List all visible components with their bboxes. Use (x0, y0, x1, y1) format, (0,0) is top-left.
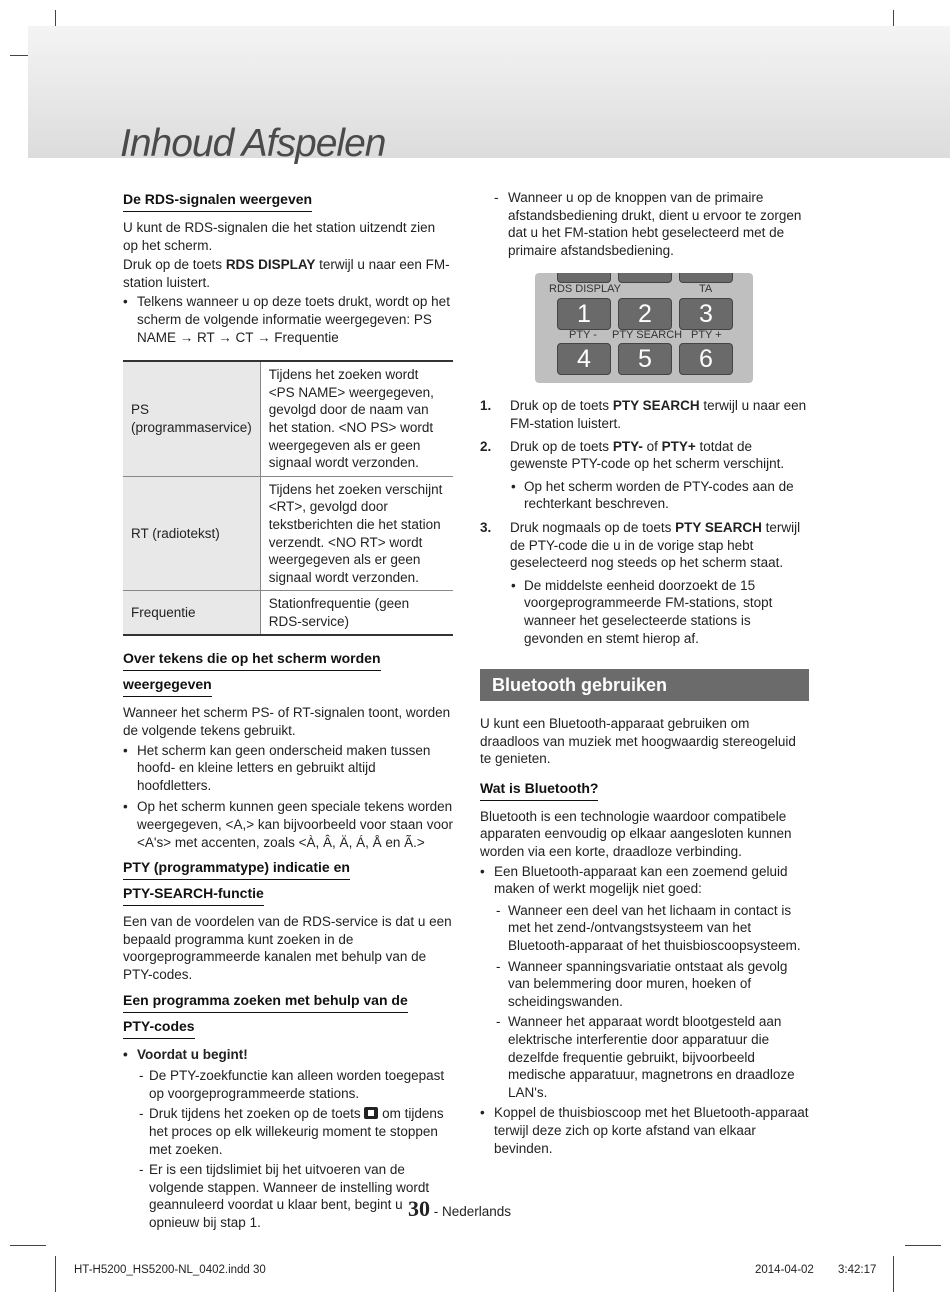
bluetooth-bullet-2: • Koppel de thuisbioscoop met het Bluetooth-apparaat terwijl deze zich op korte afstand van elkaar bevinden. (480, 1104, 810, 1157)
pty-plus-label: PTY + (691, 329, 722, 342)
remote-key-top (618, 273, 672, 283)
zoeken-heading-block (123, 990, 453, 1042)
tekens-heading-line1: Over tekens die op het scherm worden (123, 648, 381, 671)
bluetooth-dash-2: - Wanneer spanningsvariatie ontstaat als gevolg van belemmering door muren, hoeken of scheidingswanden. (496, 958, 788, 1009)
step-2-bullet: • Op het scherm worden de PTY-codes aan de rechterkant beschreven. (480, 478, 810, 513)
table-value: Tijdens het zoeken verschijnt <RT>, gevolgd door tekstberichten die het station verzendt. <NO RT> wordt weergegeven als er geen signaal wordt verzonden. (260, 476, 453, 591)
step-text: Druk nogmaals op de toets (510, 519, 676, 535)
step-text: of (642, 438, 662, 454)
pty-heading-block (123, 857, 453, 909)
rds-display-label: RDS DISPLAY (549, 283, 621, 296)
table-key: RT (radiotekst) (123, 476, 260, 591)
pty-search-label: PTY SEARCH (612, 329, 683, 342)
left-column (123, 189, 453, 1235)
remote-key-top (557, 273, 611, 283)
zoeken-dash-2: - Druk tijdens het zoeken op de toets om tijdens het proces op elk willekeurig moment te stoppen met zoeken. (139, 1106, 444, 1157)
page-title: Inhoud Afspelen (120, 122, 386, 165)
table-row (123, 476, 453, 591)
step-number: 2. (480, 438, 492, 454)
remote-key-6: 6 (679, 343, 733, 375)
pty-heading-line2: PTY-SEARCH-functie (123, 883, 264, 906)
rds-bullet: • Telkens wanneer u op deze toets drukt, wordt op het scherm de volgende informatie weergegeven: PS NAME → RT → CT → Frequentie (123, 293, 453, 346)
zoeken-heading-line2: PTY-codes (123, 1016, 195, 1039)
bluetooth-dash-1-text: Wanneer een deel van het lichaam in contact is met het zend-/ontvangstsysteem van het Bluetooth-apparaat of het thuisbioscoopsysteem. (508, 902, 801, 954)
bluetooth-dash-3: - Wanneer het apparaat wordt blootgesteld aan elektrische interferentie door apparatuur die dezelfde frequentie gebruikt, bijvoorbeeld medische apparatuur, magnetrons en draadloze LAN's. (496, 1014, 795, 1100)
footer-time: 3:42:17 (838, 1264, 877, 1276)
page-number: 30 (408, 1196, 430, 1221)
footer-date: 2014-04-02 (755, 1264, 814, 1276)
table-key: PS (programmaservice) (123, 361, 260, 476)
step-text: Druk op de toets (510, 438, 613, 454)
stop-icon (364, 1107, 378, 1119)
bluetooth-bullet-1: • Een Bluetooth-apparaat kan een zoemend geluid maken of werkt mogelijk niet goed: (480, 863, 810, 898)
zoeken-dash-1: - De PTY-zoekfunctie kan alleen worden toegepast op voorgeprogrammeerde stations. (139, 1068, 445, 1101)
tekens-bullet-1: • Het scherm kan geen onderscheid maken tussen hoofd- en kleine letters en gebruikt altijd hoofdletters. (123, 742, 453, 795)
remote-illustration (535, 273, 753, 383)
table-row (123, 591, 453, 636)
pty-minus-label: PTY - (569, 329, 597, 342)
step-text: terwijl u naar een FM-station luistert. (510, 398, 807, 431)
tekens-bullet-2: • Op het scherm kunnen geen speciale tekens worden weergegeven, <A,> kan bijvoorbeeld voor staan voor <A's> met accenten, zoals <À, Â, Ä, Á, Å en Ã.> (123, 798, 453, 851)
rds-instruction-pre: Druk op de toets (123, 257, 226, 273)
page-language: - Nederlands (430, 1204, 512, 1219)
step-key: PTY+ (661, 438, 696, 454)
zoeken-heading-line1: Een programma zoeken met behulp van de (123, 990, 408, 1013)
rds-instruction-post: terwijl u naar een FM-station luistert. (123, 257, 450, 290)
pty-intro: Een van de voordelen van de RDS-service is dat u een bepaald programma kunt zoeken in de voorgeprogrammeerde kanalen met behulp van de PTY-codes. (123, 914, 452, 982)
zoeken-dash-2-post: om tijdens het proces op elk willekeurig moment te stoppen met zoeken. (149, 1106, 444, 1157)
rds-heading: De RDS-signalen weergeven (123, 189, 312, 212)
table-row (123, 361, 453, 476)
zoeken-dash-1-text: De PTY-zoekfunctie kan alleen worden toegepast op voorgeprogrammeerde stations. (149, 1068, 445, 1101)
right-column (480, 189, 810, 1161)
crop-mark (905, 1245, 941, 1246)
step-1 (480, 397, 810, 432)
remote-key-5: 5 (618, 343, 672, 375)
bluetooth-dash-3-text: Wanneer het apparaat wordt blootgesteld aan elektrische interferentie door apparatuur die dezelfde frequentie gebruikt, bijvoorbeeld medische apparatuur, magnetrons en draadloze LAN's. (508, 1014, 795, 1100)
wat-is-bluetooth-heading: Wat is Bluetooth? (480, 778, 598, 801)
tekens-heading-line2: weergegeven (123, 674, 212, 697)
rds-heading-block (123, 189, 453, 215)
remote-note: - Wanneer u op de knoppen van de primaire afstandsbediening drukt, dient u ervoor te zorgen dat u het FM-station hebt geselecteerd met de primaire afstandsbediening. (494, 190, 802, 258)
rds-intro: U kunt de RDS-signalen die het station uitzendt zien op het scherm. (123, 220, 436, 253)
rds-table (123, 360, 453, 636)
zoeken-dash-3: - Er is een tijdslimiet bij het uitvoeren van de volgende stappen. Wanneer de instelling wordt geannuleerd voordat u klaar bent, begint u opnieuw bij stap 1. (139, 1162, 430, 1230)
footer-file: HT-H5200_HS5200-NL_0402.indd 30 (74, 1264, 266, 1276)
pty-heading-line1: PTY (programmatype) indicatie en (123, 857, 350, 880)
bluetooth-intro: U kunt een Bluetooth-apparaat gebruiken om draadloos van muziek met hoogwaardig stereogeluid te genieten. (480, 716, 796, 767)
tekens-intro: Wanneer het scherm PS- of RT-signalen toont, worden de volgende tekens gebruikt. (123, 705, 451, 739)
step-text: Druk op de toets (510, 398, 613, 414)
crop-mark (10, 1245, 46, 1246)
step-key: PTY SEARCH (612, 398, 700, 414)
zoeken-dash-3-text: Er is een tijdslimiet bij het uitvoeren van de volgende stappen. Wanneer de instelling wordt geannuleerd voordat u klaar bent, begint u opnieuw bij stap 1. (149, 1162, 430, 1230)
rds-display-key: RDS DISPLAY (225, 257, 316, 273)
zoeken-bullet: • Voordat u begint! (123, 1046, 453, 1064)
step-number: 3. (480, 519, 492, 535)
crop-mark (55, 1256, 56, 1292)
step-3-bullet: • De middelste eenheid doorzoekt de 15 voorgeprogrammeerde FM-stations, stopt wanneer het geselecteerde stations is gevonden en stemt hierop af. (480, 577, 810, 647)
wat-is-bluetooth-heading-block (480, 778, 810, 804)
table-key: Frequentie (123, 591, 260, 636)
table-value: Stationfrequentie (geen RDS-service) (268, 596, 410, 629)
bluetooth-dash-1: - Wanneer een deel van het lichaam in contact is met het zend-/ontvangstsysteem van het Bluetooth-apparaat of het thuisbioscoopsysteem. (496, 902, 801, 954)
remote-key-1: 1 (557, 298, 611, 330)
table-value: Tijdens het zoeken wordt <PS NAME> weergegeven, gevolgd door de naam van het station. <NO PS> wordt weergegeven als er geen signaal wordt verzonden. (260, 361, 453, 476)
ta-label: TA (699, 283, 713, 296)
page-number-footer (408, 1196, 511, 1222)
step-key: PTY SEARCH (675, 519, 762, 535)
step-key: PTY- (612, 438, 643, 454)
tekens-heading-block (123, 648, 453, 700)
step-text: totdat de gewenste PTY-code op het scherm verschijnt. (510, 438, 785, 472)
remote-key-3: 3 (679, 298, 733, 330)
zoeken-dash-2-pre: Druk tijdens het zoeken op de toets (149, 1106, 365, 1122)
step-2 (480, 438, 810, 473)
remote-key-2: 2 (618, 298, 672, 330)
bluetooth-dash-2-text: Wanneer spanningsvariatie ontstaat als gevolg van belemmering door muren, hoeken of scheidingswanden. (508, 958, 788, 1009)
rds-instruction (123, 256, 453, 291)
step-number: 1. (480, 398, 492, 414)
crop-mark (893, 1256, 894, 1292)
step-3 (480, 519, 810, 572)
remote-note-text: Wanneer u op de knoppen van de primaire afstandsbediening drukt, dient u ervoor te zorgen dat u het FM-station hebt geselecteerd met de primaire afstandsbediening. (508, 190, 802, 258)
step-text: terwijl de PTY-code die u in de vorige stap hebt geselecteerd nog steeds op het scherm staat. (510, 519, 801, 571)
bluetooth-definition: Bluetooth is een technologie waardoor compatibele apparaten eenvoudig op elkaar aangesloten kunnen worden via een korte, draadloze verbinding. (480, 808, 792, 860)
remote-key-4: 4 (557, 343, 611, 375)
bluetooth-section-title: Bluetooth gebruiken (480, 669, 809, 701)
remote-key-top (679, 273, 733, 283)
